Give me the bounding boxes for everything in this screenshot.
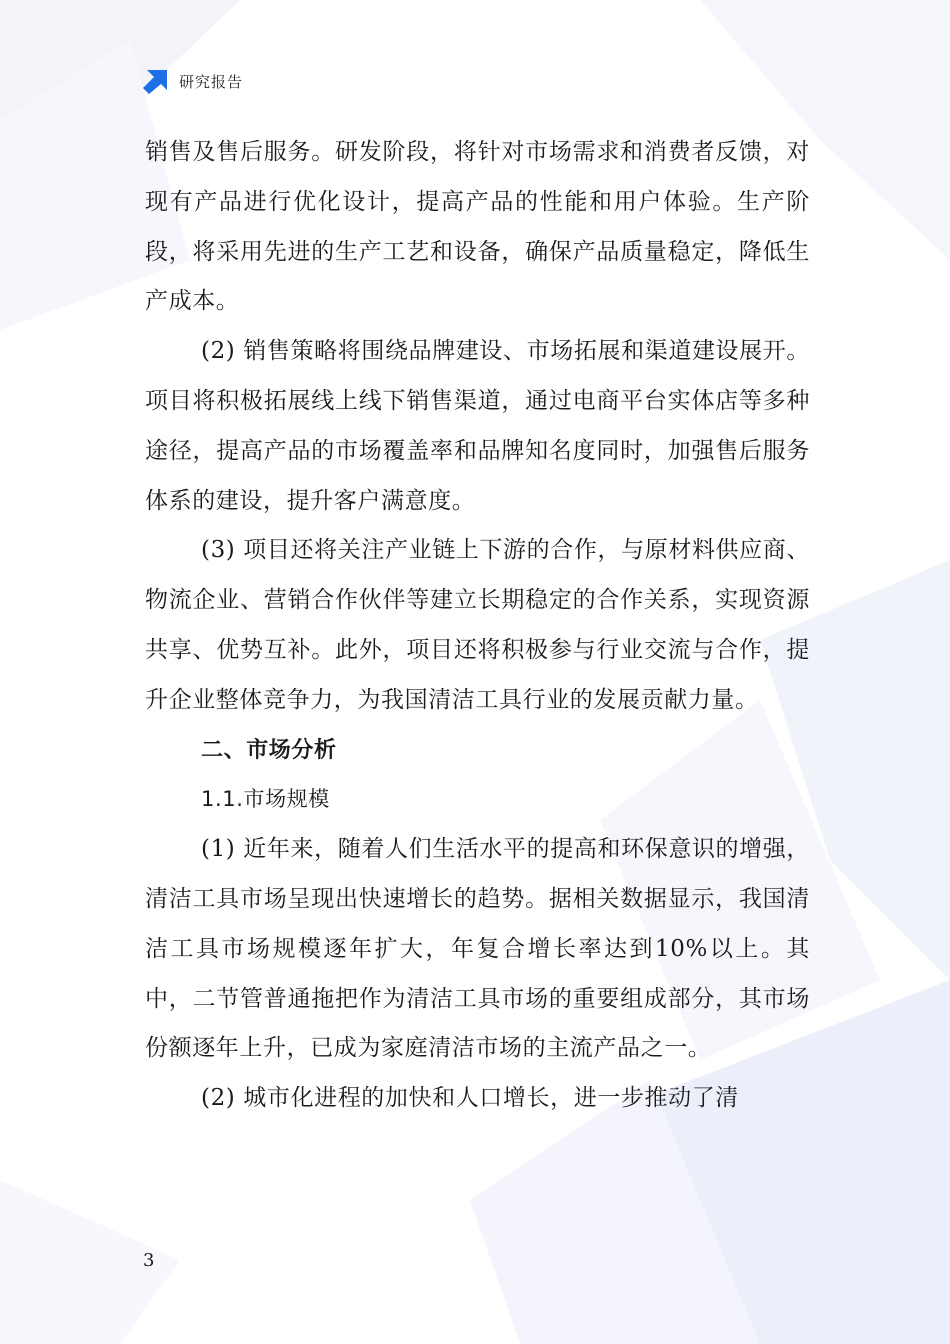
paragraph: (2) 销售策略将围绕品牌建设、市场拓展和渠道建设展开。项目将积极拓展线上线下销售渠道，通过电商平台实体店等多种途径，提高产品的市场覆盖率和品牌知名度同时，加强售后服务体系的建设，提升客户满意度。 — [145, 338, 810, 514]
page-number: 3 — [143, 1250, 155, 1271]
paragraph: 销售及售后服务。研发阶段，将针对市场需求和消费者反馈，对现有产品进行优化设计，提高产品的性能和用户体验。生产阶段，将采用先进的生产工艺和设备，确保产品质量稳定，降低生产成本。 — [145, 139, 810, 315]
subsection-heading: 1.1.市场规模 — [201, 787, 330, 812]
paragraph: (2) 城市化进程的加快和人口增长，进一步推动了清 — [201, 1085, 739, 1112]
arrow-logo-icon — [143, 68, 169, 94]
header-title: 研究报告 — [179, 72, 244, 91]
report-header — [143, 66, 243, 96]
section-heading: 二、市场分析 — [201, 737, 337, 763]
document-body — [145, 128, 810, 1124]
paragraph: (1) 近年来，随着人们生活水平的提高和环保意识的增强，清洁工具市场呈现出快速增长的趋势。据相关数据显示，我国清洁工具市场规模逐年扩大，年复合增长率达到10%以上。其中，二节管普通拖把作为清洁工具市场的重要组成部分，其市场份额逐年上升，已成为家庭清洁市场的主流产品之一。 — [145, 836, 810, 1062]
paragraph: (3) 项目还将关注产业链上下游的合作，与原材料供应商、物流企业、营销合作伙伴等建立长期稳定的合作关系，实现资源共享、优势互补。此外，项目还将积极参与行业交流与合作，提升企业整体竞争力，为我国清洁工具行业的发展贡献力量。 — [145, 537, 810, 713]
